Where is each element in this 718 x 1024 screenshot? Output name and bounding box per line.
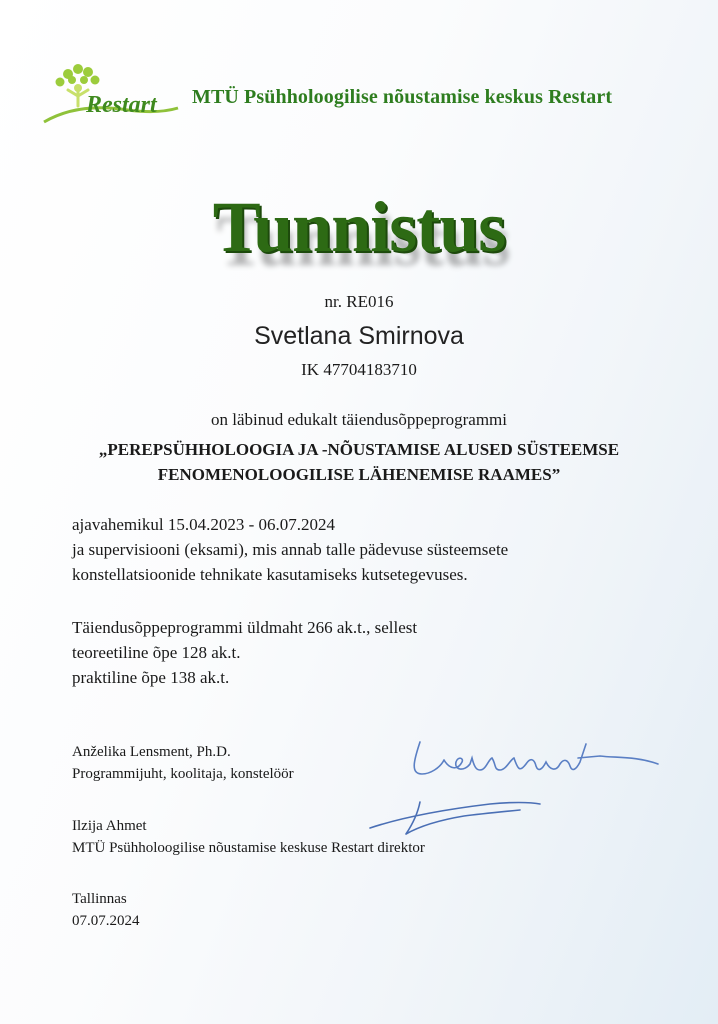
program-title-line-2: FENOMENOLOOGILISE LÄHENEMISE RAAMES” <box>157 465 561 484</box>
volume-block <box>72 615 417 690</box>
volume-line: Täiendusõppeprogrammi üldmaht 266 ak.t., sellest <box>72 618 418 637</box>
theory-line: teoreetiline õpe 128 ak.t. <box>72 643 241 662</box>
issue-date: 07.07.2024 <box>72 913 140 929</box>
recipient-name: Svetlana Smirnova <box>254 322 464 350</box>
completed-text: on läbinud edukalt täiendusõppeprogrammi <box>210 410 507 429</box>
signatory-1-name: Anželika Lensment, Ph.D. <box>72 744 231 760</box>
restart-logo <box>38 60 183 130</box>
period-line: ajavahemikul 15.04.2023 - 06.07.2024 <box>72 515 335 534</box>
certificate-title: Tunnistus <box>212 187 506 267</box>
signatory-2-name: Ilzija Ahmet <box>72 818 147 834</box>
supervision-line-2: konstellatsioonide tehnikate kasutamiseks kutsetegevuses. <box>72 565 468 584</box>
supervision-line-1: ja supervisiooni (eksami), mis annab talle pädevuse süsteemsete <box>72 540 509 559</box>
practical-line: praktiline õpe 138 ak.t. <box>72 668 230 687</box>
organization-name: MTÜ Psühholoogilise nõustamise keskus Restart <box>192 86 613 108</box>
logo-text: Restart <box>86 92 157 118</box>
signatory-1-role: Programmijuht, koolitaja, konstelöör <box>72 766 294 782</box>
program-title <box>0 437 718 487</box>
issue-place: Tallinnas <box>72 891 127 907</box>
program-title-line-1: „PEREPSÜHHOLOOGIA JA -NÕUSTAMISE ALUSED SÜSTEEMSE <box>98 440 620 459</box>
signatory-1 <box>72 741 294 785</box>
period-block <box>72 512 508 587</box>
recipient-id-code: IK 47704183710 <box>301 360 417 379</box>
signature-1 <box>400 730 670 790</box>
certificate-number: nr. RE016 <box>324 292 394 311</box>
signatory-2 <box>72 815 425 859</box>
place-date-block <box>72 888 140 932</box>
signatory-2-role: MTÜ Psühholoogilise nõustamise keskuse Restart direktor <box>72 840 425 856</box>
